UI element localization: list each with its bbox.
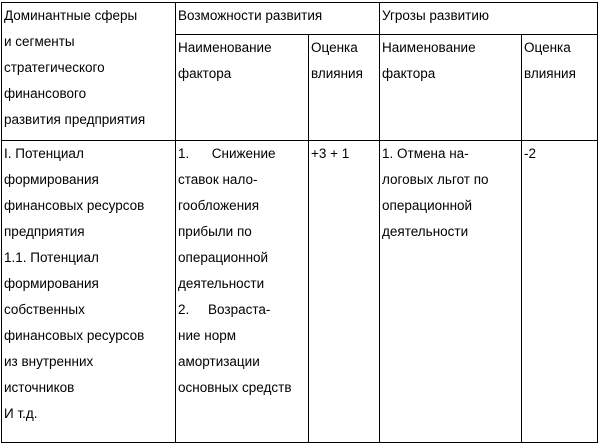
subheader-thr-factor-cell: [380, 35, 522, 141]
subheader-opp-score-cell: [309, 35, 380, 141]
header-spheres-line: Доминантные сферы: [4, 8, 138, 23]
header-spheres-line: финансового: [4, 86, 87, 101]
subheader-thr-factor-line: Наименование: [382, 40, 476, 55]
body-thr-factor-cell: [380, 141, 522, 443]
subheader-opp-score-line: Оценка: [311, 40, 358, 55]
body-spheres-line: из внутренних: [4, 354, 94, 369]
body-opp-factor-line: ние норм: [178, 328, 237, 343]
subheader-thr-score-line: влияния: [524, 66, 576, 81]
header-threats-cell: [380, 3, 598, 35]
body-spheres-line: собственных: [4, 302, 85, 317]
subheader-thr-factor-line: фактора: [382, 66, 436, 81]
body-opp-factor-cell: [176, 141, 309, 443]
header-spheres-line: и сегменты: [4, 34, 75, 49]
body-opp-factor-line: деятельности: [178, 276, 265, 291]
header-opportunities: Возможности развития: [178, 8, 323, 23]
body-opp-factor-line: гообложения: [178, 198, 259, 213]
body-spheres-line: предприятия: [4, 224, 85, 239]
body-spheres-line: формирования: [4, 276, 99, 291]
subheader-thr-score-cell: [522, 35, 598, 141]
body-spheres-line: финансовых ресурсов: [4, 198, 145, 213]
body-thr-factor-line: 1. Отмена на-: [382, 146, 469, 161]
body-thr-factor-line: операционной: [382, 198, 473, 213]
subheader-opp-factor-cell: [176, 35, 309, 141]
body-thr-factor-line: логовых льгот по: [382, 172, 489, 187]
body-opp-factor-line: прибыли по: [178, 224, 252, 239]
body-spheres-cell: [2, 141, 176, 443]
body-spheres-line: источников: [4, 380, 75, 395]
body-opp-factor-line: амортизации: [178, 354, 260, 369]
body-spheres-line: финансовых ресурсов: [4, 328, 145, 343]
body-opp-factor-line: ставок нало-: [178, 172, 258, 187]
body-opp-factor-line: основных средств: [178, 380, 292, 395]
body-thr-score: -2: [524, 146, 537, 161]
header-spheres-line: стратегического: [4, 60, 105, 75]
body-spheres-line: И т.д.: [4, 406, 38, 421]
body-opp-factor-line: операционной: [178, 250, 269, 265]
header-threats: Угрозы развитию: [382, 8, 490, 23]
header-spheres-cell: [2, 3, 176, 141]
body-opp-factor-line: 2. Возраста-: [178, 302, 271, 317]
body-opp-score-cell: [309, 141, 380, 443]
body-spheres-line: I. Потенциал: [4, 146, 84, 161]
subheader-opp-factor-line: фактора: [178, 66, 232, 81]
body-opp-score: +3 + 1: [311, 146, 350, 161]
body-thr-score-cell: [522, 141, 598, 443]
header-spheres-line: развития предприятия: [4, 112, 146, 127]
body-spheres-line: формирования: [4, 172, 99, 187]
body-thr-factor-line: деятельности: [382, 224, 469, 239]
subheader-opp-score-line: влияния: [311, 66, 363, 81]
subheader-opp-factor-line: Наименование: [178, 40, 272, 55]
body-opp-factor-line: 1. Снижение: [178, 146, 276, 161]
body-spheres-line: 1.1. Потенциал: [4, 250, 99, 265]
strategic-factors-table: [1, 2, 598, 443]
subheader-thr-score-line: Оценка: [524, 40, 571, 55]
header-opportunities-cell: [176, 3, 380, 35]
